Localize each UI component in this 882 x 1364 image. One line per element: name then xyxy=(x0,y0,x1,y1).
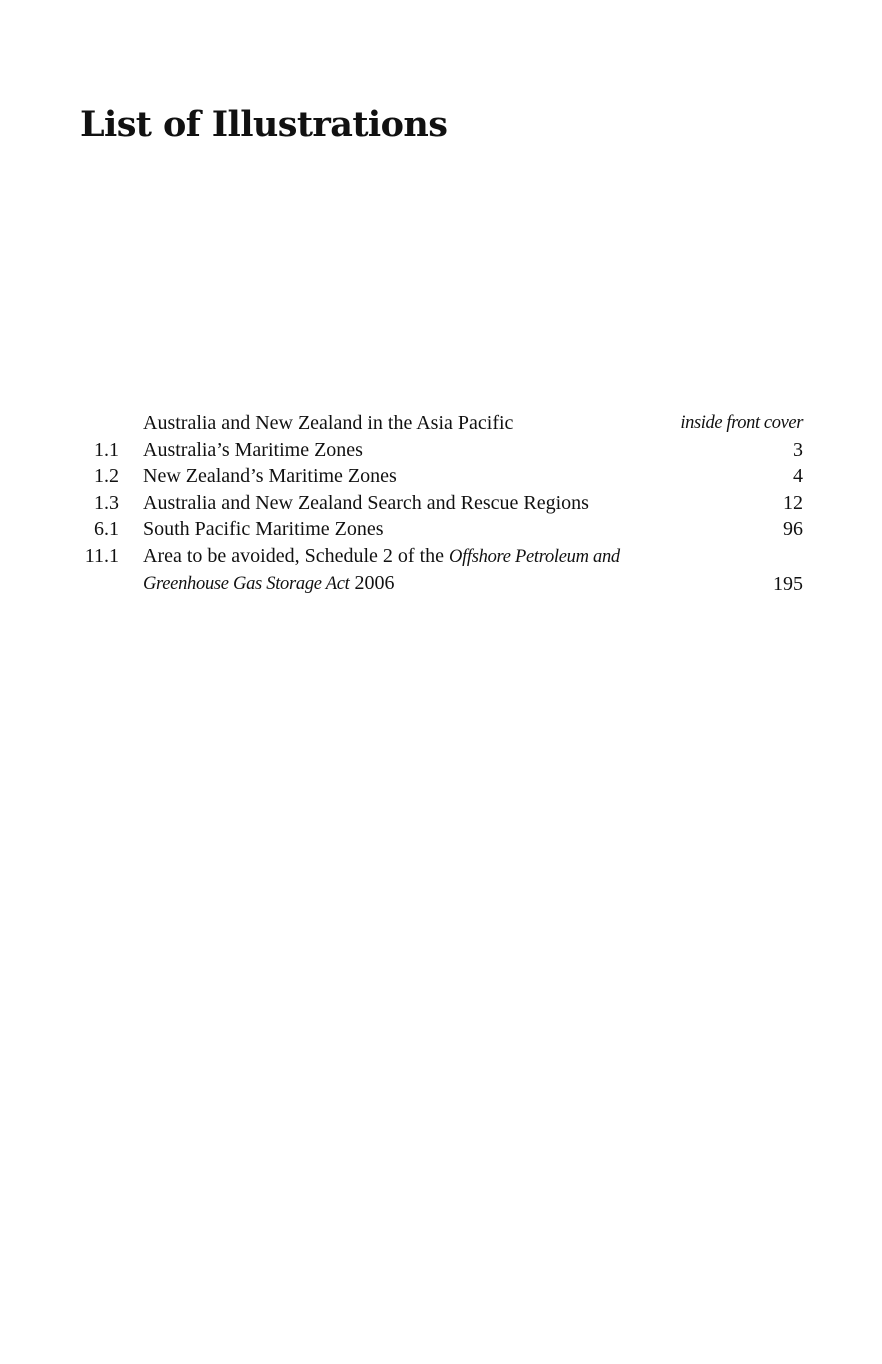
page-number: 12 xyxy=(783,491,803,514)
illustration-title: Australia and New Zealand Search and Rescue Regions xyxy=(143,491,589,514)
page-number: 3 xyxy=(793,438,803,461)
list-item xyxy=(80,410,803,437)
act-title: Offshore Petroleum and Greenhouse Gas Storage Act xyxy=(143,546,620,594)
illustration-number: 1.3 xyxy=(94,491,119,514)
illustration-title: Australia and New Zealand in the Asia Pacific xyxy=(143,412,514,434)
list-item xyxy=(80,490,803,517)
illustration-number: 11.1 xyxy=(84,544,119,567)
illustration-number: 1.1 xyxy=(94,438,119,461)
list-item xyxy=(80,463,803,490)
page-reference: inside front cover xyxy=(680,413,803,433)
illustration-title-text: Area to be avoided, Schedule 2 of the xyxy=(143,544,450,567)
page-number: 4 xyxy=(793,465,803,487)
list-item xyxy=(80,437,803,464)
illustration-title: Australia’s Maritime Zones xyxy=(143,438,363,461)
page-number: 195 xyxy=(773,573,803,595)
illustration-number: 6.1 xyxy=(94,518,119,540)
illustration-title: New Zealand’s Maritime Zones xyxy=(143,465,397,487)
illustrations-list xyxy=(80,410,803,598)
page-title: List of Illustrations xyxy=(80,104,448,145)
illustration-number: 1.2 xyxy=(94,465,119,487)
act-year: 2006 xyxy=(349,572,395,594)
illustration-title: South Pacific Maritime Zones xyxy=(143,518,384,540)
illustration-title xyxy=(143,543,673,598)
page-number: 96 xyxy=(783,518,803,540)
list-item xyxy=(80,516,803,543)
list-item xyxy=(80,543,803,598)
